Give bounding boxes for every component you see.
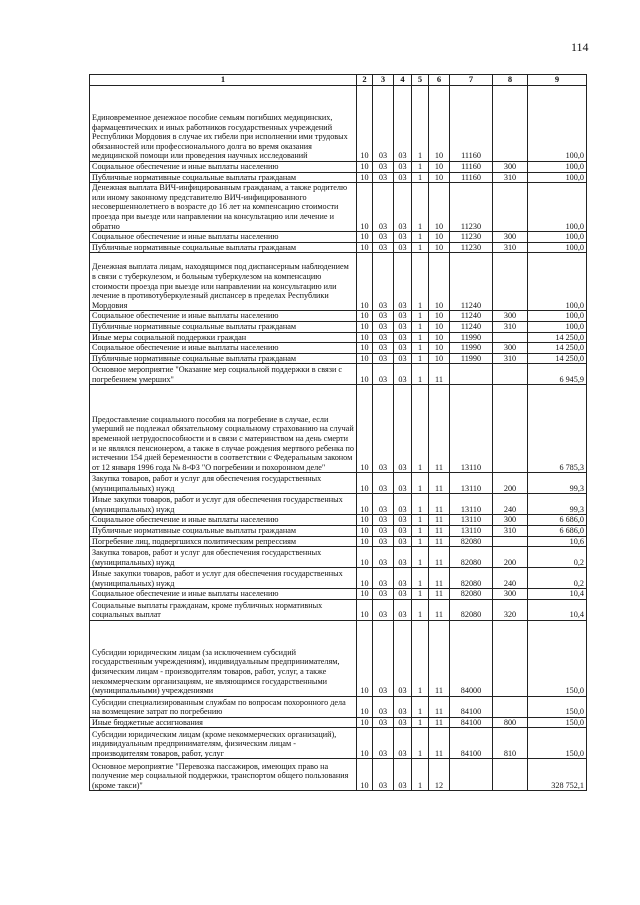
row-code-cell-c5: 1 [412, 536, 429, 547]
row-name-cell: Публичные нормативные социальные выплаты гражданам [90, 525, 357, 536]
row-code-cell-c6: 11 [429, 494, 450, 515]
row-code-cell-c7: 11160 [450, 172, 493, 183]
row-code-cell-c7: 11990 [450, 332, 493, 343]
row-code-cell-c7: 11230 [450, 183, 493, 232]
row-code-cell-c5: 1 [412, 473, 429, 494]
row-code-cell-c8: 300 [493, 311, 528, 322]
row-code-cell-c6: 10 [429, 311, 450, 322]
row-code-cell-c2: 10 [357, 343, 373, 354]
row-name-cell: Основное мероприятие "Оказание мер социальной поддержки в связи с погребением умерших" [90, 364, 357, 385]
row-name-cell: Закупка товаров, работ и услуг для обеспечения государственных (муниципальных) нужд [90, 473, 357, 494]
row-code-cell-c3: 03 [373, 536, 394, 547]
row-code-cell-c8: 810 [493, 728, 528, 759]
row-code-cell-c4: 03 [394, 473, 412, 494]
table-row [90, 473, 587, 494]
row-code-cell-c3: 03 [373, 568, 394, 589]
row-code-cell-c4: 03 [394, 343, 412, 354]
row-code-cell-c2: 10 [357, 86, 373, 162]
row-code-cell-c4: 03 [394, 332, 412, 343]
table-row [90, 332, 587, 343]
row-code-cell-c6: 10 [429, 253, 450, 311]
row-code-cell-c5: 1 [412, 183, 429, 232]
row-code-cell-c8: 200 [493, 473, 528, 494]
row-code-cell-c6: 11 [429, 547, 450, 568]
row-code-cell-c9: 100,0 [528, 311, 587, 322]
row-code-cell-c3: 03 [373, 515, 394, 526]
row-code-cell-c5: 1 [412, 759, 429, 791]
table-row [90, 162, 587, 173]
row-code-cell-c9: 0,2 [528, 568, 587, 589]
row-name-cell: Социальное обеспечение и иные выплаты населению [90, 589, 357, 600]
row-code-cell-c8: 300 [493, 343, 528, 354]
row-code-cell-c2: 10 [357, 728, 373, 759]
row-code-cell-c3: 03 [373, 183, 394, 232]
row-code-cell-c7 [450, 364, 493, 385]
row-code-cell-c5: 1 [412, 599, 429, 620]
row-name-cell: Денежная выплата лицам, находящимся под диспансерным наблюдением в связи с туберкулезом, и больным туберкулезом на компенсацию стоимости проезда при выезде или направлении на консультацию или лечение в противотуберкулезный диспансер в пределах Республики Мордовия [90, 253, 357, 311]
row-code-cell-c7: 13110 [450, 494, 493, 515]
row-code-cell-c8: 320 [493, 599, 528, 620]
row-code-cell-c3: 03 [373, 547, 394, 568]
row-code-cell-c6: 11 [429, 473, 450, 494]
row-code-cell-c9: 14 250,0 [528, 353, 587, 364]
row-name-cell: Субсидии специализированным службам по вопросам похоронного дела на возмещение затрат по погребению [90, 696, 357, 717]
row-code-cell-c7: 11230 [450, 242, 493, 253]
table-row [90, 536, 587, 547]
row-code-cell-c5: 1 [412, 364, 429, 385]
row-name-cell: Единовременное денежное пособие семьям погибших медицинских, фармацевтических и иных работников государственных учреждений Республики Мордовия в случае их гибели при исполнении ими трудовых обязанностей или профессионального долга во время оказания медицинской помощи или проведения научных исследований [90, 86, 357, 162]
row-code-cell-c8 [493, 385, 528, 473]
row-code-cell-c5: 1 [412, 172, 429, 183]
table-row [90, 525, 587, 536]
col-header: 3 [373, 75, 394, 86]
row-code-cell-c9: 100,0 [528, 183, 587, 232]
col-header: 4 [394, 75, 412, 86]
row-code-cell-c3: 03 [373, 332, 394, 343]
row-code-cell-c9: 150,0 [528, 620, 587, 696]
row-code-cell-c6: 11 [429, 364, 450, 385]
row-code-cell-c3: 03 [373, 759, 394, 791]
row-code-cell-c7: 82080 [450, 599, 493, 620]
header-row [90, 75, 587, 86]
row-code-cell-c6: 10 [429, 321, 450, 332]
row-code-cell-c7: 11240 [450, 321, 493, 332]
row-code-cell-c5: 1 [412, 162, 429, 173]
row-code-cell-c9: 10,4 [528, 589, 587, 600]
row-code-cell-c6: 11 [429, 620, 450, 696]
col-header: 7 [450, 75, 493, 86]
row-code-cell-c7: 82080 [450, 536, 493, 547]
row-code-cell-c5: 1 [412, 568, 429, 589]
row-code-cell-c6: 11 [429, 568, 450, 589]
row-name-cell: Социальное обеспечение и иные выплаты населению [90, 343, 357, 354]
row-code-cell-c7: 84100 [450, 696, 493, 717]
row-code-cell-c6: 11 [429, 599, 450, 620]
row-code-cell-c7: 13110 [450, 473, 493, 494]
row-code-cell-c7: 11240 [450, 311, 493, 322]
col-header: 8 [493, 75, 528, 86]
row-code-cell-c9: 99,3 [528, 473, 587, 494]
row-code-cell-c4: 03 [394, 525, 412, 536]
row-code-cell-c2: 10 [357, 515, 373, 526]
row-code-cell-c4: 03 [394, 759, 412, 791]
row-code-cell-c9: 100,0 [528, 253, 587, 311]
row-code-cell-c9: 100,0 [528, 162, 587, 173]
row-code-cell-c8: 310 [493, 353, 528, 364]
row-code-cell-c8: 300 [493, 232, 528, 243]
row-code-cell-c6: 12 [429, 759, 450, 791]
row-code-cell-c6: 11 [429, 525, 450, 536]
row-code-cell-c4: 03 [394, 86, 412, 162]
row-code-cell-c7: 82080 [450, 547, 493, 568]
row-code-cell-c4: 03 [394, 515, 412, 526]
row-code-cell-c7: 84100 [450, 717, 493, 728]
row-code-cell-c5: 1 [412, 385, 429, 473]
row-code-cell-c6: 10 [429, 86, 450, 162]
row-code-cell-c2: 10 [357, 473, 373, 494]
row-code-cell-c9: 100,0 [528, 172, 587, 183]
row-code-cell-c3: 03 [373, 343, 394, 354]
row-code-cell-c5: 1 [412, 253, 429, 311]
row-code-cell-c9: 150,0 [528, 717, 587, 728]
row-code-cell-c5: 1 [412, 717, 429, 728]
row-code-cell-c5: 1 [412, 353, 429, 364]
row-code-cell-c7: 13110 [450, 385, 493, 473]
row-code-cell-c9: 10,4 [528, 599, 587, 620]
row-name-cell: Иные закупки товаров, работ и услуг для обеспечения государственных (муниципальных) нужд [90, 494, 357, 515]
row-code-cell-c7: 11160 [450, 86, 493, 162]
row-code-cell-c3: 03 [373, 172, 394, 183]
row-name-cell: Социальное обеспечение и иные выплаты населению [90, 311, 357, 322]
row-code-cell-c9: 6 945,9 [528, 364, 587, 385]
row-code-cell-c9: 150,0 [528, 728, 587, 759]
row-code-cell-c2: 10 [357, 353, 373, 364]
row-code-cell-c9: 10,6 [528, 536, 587, 547]
table-row [90, 253, 587, 311]
row-code-cell-c6: 11 [429, 536, 450, 547]
row-code-cell-c7: 13110 [450, 525, 493, 536]
row-code-cell-c7 [450, 759, 493, 791]
row-code-cell-c4: 03 [394, 728, 412, 759]
row-code-cell-c4: 03 [394, 353, 412, 364]
row-code-cell-c5: 1 [412, 525, 429, 536]
row-code-cell-c3: 03 [373, 599, 394, 620]
row-code-cell-c8 [493, 253, 528, 311]
table-row [90, 172, 587, 183]
col-header: 1 [90, 75, 357, 86]
row-name-cell: Публичные нормативные социальные выплаты гражданам [90, 353, 357, 364]
row-code-cell-c2: 10 [357, 253, 373, 311]
table-row [90, 547, 587, 568]
row-code-cell-c6: 11 [429, 696, 450, 717]
row-code-cell-c4: 03 [394, 162, 412, 173]
row-code-cell-c2: 10 [357, 311, 373, 322]
row-name-cell: Социальное обеспечение и иные выплаты населению [90, 515, 357, 526]
row-code-cell-c5: 1 [412, 343, 429, 354]
row-code-cell-c5: 1 [412, 620, 429, 696]
row-name-cell: Закупка товаров, работ и услуг для обеспечения государственных (муниципальных) нужд [90, 547, 357, 568]
row-code-cell-c7: 11240 [450, 253, 493, 311]
row-code-cell-c4: 03 [394, 311, 412, 322]
row-code-cell-c4: 03 [394, 172, 412, 183]
table-row [90, 515, 587, 526]
row-code-cell-c7: 82080 [450, 568, 493, 589]
row-code-cell-c8: 310 [493, 242, 528, 253]
row-code-cell-c6: 11 [429, 728, 450, 759]
row-code-cell-c9: 150,0 [528, 696, 587, 717]
table-row [90, 353, 587, 364]
row-code-cell-c4: 03 [394, 242, 412, 253]
row-code-cell-c5: 1 [412, 321, 429, 332]
row-code-cell-c4: 03 [394, 536, 412, 547]
row-name-cell: Предоставление социального пособия на погребение в случае, если умерший не подлежал обязательному социальному страхованию на случай временной нетрудоспособности и в связи с материнством на день смерти и не являлся пенсионером, а также в случае рождения мертвого ребенка по истечении 154 дней беременности в соответствии с Федеральным законом от 12 января 1996 года № 8-ФЗ "О погребении и похоронном деле" [90, 385, 357, 473]
row-name-cell: Публичные нормативные социальные выплаты гражданам [90, 242, 357, 253]
row-code-cell-c6: 10 [429, 232, 450, 243]
row-code-cell-c7: 13110 [450, 515, 493, 526]
row-code-cell-c9: 6 686,0 [528, 515, 587, 526]
row-code-cell-c6: 11 [429, 589, 450, 600]
row-code-cell-c4: 03 [394, 599, 412, 620]
row-code-cell-c8 [493, 183, 528, 232]
row-name-cell: Субсидии юридическим лицам (за исключением субсидий государственным учреждениям), индивидуальным предпринимателям, физическим лицам - производителям товаров, работ, услуг, а также некоммерческим организациям, не являющимся государственными (муниципальными) учреждениями [90, 620, 357, 696]
row-code-cell-c9: 328 752,1 [528, 759, 587, 791]
row-code-cell-c3: 03 [373, 728, 394, 759]
row-code-cell-c9: 6 785,3 [528, 385, 587, 473]
row-code-cell-c4: 03 [394, 232, 412, 243]
budget-table [89, 74, 587, 791]
row-code-cell-c2: 10 [357, 620, 373, 696]
row-code-cell-c9: 14 250,0 [528, 332, 587, 343]
table-row [90, 385, 587, 473]
row-code-cell-c2: 10 [357, 568, 373, 589]
row-code-cell-c8 [493, 536, 528, 547]
row-code-cell-c2: 10 [357, 232, 373, 243]
row-code-cell-c9: 0,2 [528, 547, 587, 568]
row-code-cell-c6: 10 [429, 332, 450, 343]
row-name-cell: Иные меры социальной поддержки граждан [90, 332, 357, 343]
row-code-cell-c2: 10 [357, 172, 373, 183]
page-number: 114 [571, 40, 589, 54]
row-code-cell-c5: 1 [412, 232, 429, 243]
row-code-cell-c7: 82080 [450, 589, 493, 600]
row-code-cell-c4: 03 [394, 589, 412, 600]
row-code-cell-c3: 03 [373, 232, 394, 243]
table-row [90, 589, 587, 600]
row-code-cell-c5: 1 [412, 311, 429, 322]
row-code-cell-c8 [493, 696, 528, 717]
row-code-cell-c4: 03 [394, 385, 412, 473]
row-code-cell-c5: 1 [412, 515, 429, 526]
row-code-cell-c8: 240 [493, 568, 528, 589]
table-row [90, 717, 587, 728]
row-code-cell-c2: 10 [357, 547, 373, 568]
row-code-cell-c9: 6 686,0 [528, 525, 587, 536]
row-code-cell-c6: 10 [429, 343, 450, 354]
row-code-cell-c2: 10 [357, 717, 373, 728]
table-row [90, 343, 587, 354]
row-code-cell-c3: 03 [373, 620, 394, 696]
row-name-cell: Социальное обеспечение и иные выплаты населению [90, 232, 357, 243]
row-code-cell-c4: 03 [394, 183, 412, 232]
row-code-cell-c8 [493, 364, 528, 385]
row-code-cell-c8: 200 [493, 547, 528, 568]
row-code-cell-c2: 10 [357, 696, 373, 717]
row-code-cell-c8 [493, 759, 528, 791]
row-name-cell: Социальное обеспечение и иные выплаты населению [90, 162, 357, 173]
table-row [90, 494, 587, 515]
row-code-cell-c2: 10 [357, 759, 373, 791]
row-code-cell-c2: 10 [357, 385, 373, 473]
row-code-cell-c8 [493, 332, 528, 343]
table-row [90, 232, 587, 243]
row-code-cell-c4: 03 [394, 253, 412, 311]
row-code-cell-c2: 10 [357, 589, 373, 600]
row-code-cell-c5: 1 [412, 86, 429, 162]
row-code-cell-c3: 03 [373, 696, 394, 717]
row-name-cell: Социальные выплаты гражданам, кроме публичных нормативных социальных выплат [90, 599, 357, 620]
row-code-cell-c6: 10 [429, 162, 450, 173]
row-name-cell: Денежная выплата ВИЧ-инфицированным гражданам, а также родителю или иному законному представителю ВИЧ-инфицированного несовершеннолетнего в возрасте до 16 лет на компенсацию стоимости проезда при выезде или направлении на консультацию или лечение и обратно [90, 183, 357, 232]
row-code-cell-c2: 10 [357, 321, 373, 332]
row-code-cell-c8 [493, 86, 528, 162]
row-code-cell-c2: 10 [357, 183, 373, 232]
row-code-cell-c7: 84100 [450, 728, 493, 759]
row-code-cell-c6: 11 [429, 717, 450, 728]
row-code-cell-c4: 03 [394, 494, 412, 515]
row-code-cell-c9: 99,3 [528, 494, 587, 515]
row-code-cell-c6: 11 [429, 385, 450, 473]
row-code-cell-c3: 03 [373, 717, 394, 728]
row-code-cell-c7: 11230 [450, 232, 493, 243]
col-header: 5 [412, 75, 429, 86]
row-code-cell-c4: 03 [394, 620, 412, 696]
table-row [90, 321, 587, 332]
row-name-cell: Публичные нормативные социальные выплаты гражданам [90, 321, 357, 332]
row-code-cell-c3: 03 [373, 162, 394, 173]
row-code-cell-c2: 10 [357, 494, 373, 515]
row-code-cell-c6: 10 [429, 183, 450, 232]
row-code-cell-c9: 14 250,0 [528, 343, 587, 354]
row-code-cell-c3: 03 [373, 385, 394, 473]
row-code-cell-c6: 10 [429, 242, 450, 253]
row-name-cell: Публичные нормативные социальные выплаты гражданам [90, 172, 357, 183]
row-code-cell-c6: 10 [429, 172, 450, 183]
row-code-cell-c3: 03 [373, 473, 394, 494]
table-row [90, 759, 587, 791]
row-code-cell-c5: 1 [412, 589, 429, 600]
row-code-cell-c3: 03 [373, 525, 394, 536]
table-row [90, 599, 587, 620]
row-code-cell-c3: 03 [373, 86, 394, 162]
table-row [90, 311, 587, 322]
row-code-cell-c7: 11990 [450, 343, 493, 354]
row-code-cell-c5: 1 [412, 242, 429, 253]
row-name-cell: Иные закупки товаров, работ и услуг для обеспечения государственных (муниципальных) нужд [90, 568, 357, 589]
row-code-cell-c6: 11 [429, 515, 450, 526]
row-code-cell-c5: 1 [412, 728, 429, 759]
row-name-cell: Основное мероприятие "Перевозка пассажиров, имеющих право на получение мер социальной поддержки, транспортом общего пользования (кроме такси)" [90, 759, 357, 791]
row-name-cell: Субсидии юридическим лицам (кроме некоммерческих организаций), индивидуальным предпринимателям, физическим лицам - производителям товаров, работ, услуг [90, 728, 357, 759]
row-code-cell-c4: 03 [394, 696, 412, 717]
table-row [90, 568, 587, 589]
col-header: 9 [528, 75, 587, 86]
row-code-cell-c9: 100,0 [528, 232, 587, 243]
row-code-cell-c2: 10 [357, 332, 373, 343]
row-code-cell-c8: 800 [493, 717, 528, 728]
row-code-cell-c4: 03 [394, 547, 412, 568]
row-code-cell-c5: 1 [412, 332, 429, 343]
row-code-cell-c3: 03 [373, 321, 394, 332]
row-code-cell-c8: 300 [493, 589, 528, 600]
row-code-cell-c9: 100,0 [528, 86, 587, 162]
row-code-cell-c3: 03 [373, 253, 394, 311]
row-code-cell-c8 [493, 620, 528, 696]
row-code-cell-c7: 11990 [450, 353, 493, 364]
row-code-cell-c9: 100,0 [528, 321, 587, 332]
row-code-cell-c2: 10 [357, 536, 373, 547]
col-header: 2 [357, 75, 373, 86]
row-code-cell-c5: 1 [412, 494, 429, 515]
row-code-cell-c3: 03 [373, 494, 394, 515]
row-code-cell-c3: 03 [373, 242, 394, 253]
row-code-cell-c8: 310 [493, 525, 528, 536]
row-code-cell-c3: 03 [373, 311, 394, 322]
table-row [90, 183, 587, 232]
table-row [90, 696, 587, 717]
row-code-cell-c8: 310 [493, 172, 528, 183]
row-code-cell-c2: 10 [357, 525, 373, 536]
row-code-cell-c3: 03 [373, 589, 394, 600]
row-code-cell-c8: 240 [493, 494, 528, 515]
row-code-cell-c3: 03 [373, 364, 394, 385]
row-code-cell-c9: 100,0 [528, 242, 587, 253]
row-code-cell-c4: 03 [394, 717, 412, 728]
row-code-cell-c4: 03 [394, 568, 412, 589]
col-header: 6 [429, 75, 450, 86]
table-row [90, 86, 587, 162]
table-row [90, 728, 587, 759]
row-code-cell-c8: 300 [493, 162, 528, 173]
row-code-cell-c2: 10 [357, 364, 373, 385]
row-code-cell-c6: 10 [429, 353, 450, 364]
row-code-cell-c8: 300 [493, 515, 528, 526]
table-row [90, 242, 587, 253]
row-code-cell-c5: 1 [412, 696, 429, 717]
row-code-cell-c2: 10 [357, 242, 373, 253]
row-code-cell-c5: 1 [412, 547, 429, 568]
row-code-cell-c7: 11160 [450, 162, 493, 173]
row-name-cell: Погребение лиц, подвергшихся политическим репрессиям [90, 536, 357, 547]
table-row [90, 620, 587, 696]
row-name-cell: Иные бюджетные ассигнования [90, 717, 357, 728]
row-code-cell-c4: 03 [394, 321, 412, 332]
row-code-cell-c8: 310 [493, 321, 528, 332]
table-body [90, 86, 587, 791]
row-code-cell-c2: 10 [357, 599, 373, 620]
row-code-cell-c7: 84000 [450, 620, 493, 696]
row-code-cell-c3: 03 [373, 353, 394, 364]
table-row [90, 364, 587, 385]
row-code-cell-c4: 03 [394, 364, 412, 385]
row-code-cell-c2: 10 [357, 162, 373, 173]
